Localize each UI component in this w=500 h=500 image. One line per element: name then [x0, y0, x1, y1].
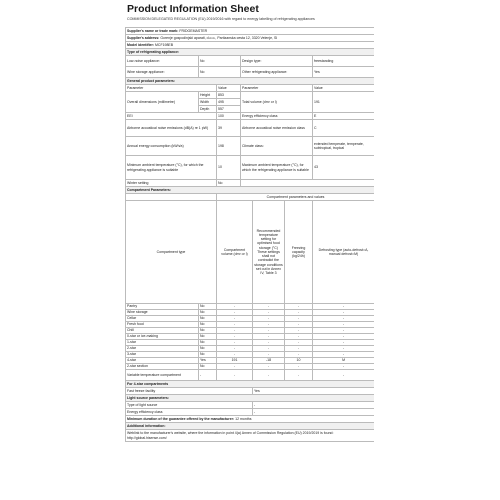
height-value: 853 — [217, 92, 241, 99]
compartment-present: No — [199, 304, 217, 310]
compartment-volume: - — [217, 310, 253, 316]
supplier-address-row: Supplier's address: Gorenje gospodinjski aparati, d.o.o., Partizanska cesta 12, 3320 Velenje, SI — [126, 35, 375, 42]
compartment-defrost: - — [313, 364, 375, 370]
compartment-defrost: - — [313, 370, 375, 381]
compartment-defrost: - — [313, 334, 375, 340]
general-header-value-2: Value — [313, 85, 375, 92]
compartment-temp: - — [253, 370, 285, 381]
compartment-present: Yes — [199, 358, 217, 364]
compartment-present: No — [199, 352, 217, 358]
other-refrigerating-label: Other refrigerating appliance: — [241, 67, 313, 78]
compartment-temp: -18 — [253, 358, 285, 364]
general-header-value: Value — [217, 85, 241, 92]
model-identifier-row: Model identifier: MCF198EB — [126, 42, 375, 49]
compartment-volume: - — [217, 346, 253, 352]
wine-storage-value: No — [199, 67, 241, 78]
low-noise-label: Low-noise appliance: — [126, 56, 199, 67]
depth-value: 557 — [217, 106, 241, 113]
compartment-defrost: M — [313, 358, 375, 364]
design-type-value: freestanding — [313, 56, 375, 67]
compartment-volume: - — [217, 370, 253, 381]
compartment-freezing: - — [285, 352, 313, 358]
recommended-temp-header: Recommended temperature setting for optimised food storage (°C) These settings shall not contradict the storage conditions set out in Annex IV, Table 3 — [253, 201, 285, 304]
compartment-name: Variable temperature compartment — [126, 370, 199, 381]
compartment-temp: - — [253, 322, 285, 328]
compartment-volume: - — [217, 334, 253, 340]
climate-class-value: extended temperate, temperate, subtropical, tropical — [313, 137, 375, 156]
airborne-class-label: Airborne acoustical noise emission class — [241, 120, 313, 137]
compartment-defrost: - — [313, 328, 375, 334]
compartment-name: Chill — [126, 328, 199, 334]
freezing-capacity-header: Freezing capacity (kg/24h) — [285, 201, 313, 304]
page-title: Product Information Sheet — [127, 3, 259, 15]
compartment-present: No — [199, 328, 217, 334]
compartment-volume: - — [217, 322, 253, 328]
compartment-volume: - — [217, 340, 253, 346]
product-information-sheet — [125, 0, 374, 500]
compartment-name: Fresh food — [126, 322, 199, 328]
compartment-name: 0-star or ice-making — [126, 334, 199, 340]
compartment-freezing: 10 — [285, 358, 313, 364]
additional-info-text: Weblink to the manufacturer's website, where the information in point 4(a) Annex of Commission Regulation (EU) 2019/2019 is found: http://global.hisense.com/ — [126, 430, 375, 442]
fast-freeze-value: Yes — [253, 388, 375, 395]
width-value: 495 — [217, 99, 241, 106]
compartment-name: 4-star — [126, 358, 199, 364]
other-refrigerating-value: Yes — [313, 67, 375, 78]
width-label: Width — [199, 99, 217, 106]
compartment-temp: - — [253, 304, 285, 310]
compartment-freezing: - — [285, 328, 313, 334]
compartment-freezing: - — [285, 370, 313, 381]
winter-setting-label: Winter setting — [126, 180, 217, 187]
compartment-temp: - — [253, 364, 285, 370]
compartment-temp: - — [253, 352, 285, 358]
light-class-value: - — [253, 409, 375, 416]
compartment-volume: - — [217, 352, 253, 358]
wine-storage-label: Wine storage appliance: — [126, 67, 199, 78]
design-type-label: Design type: — [241, 56, 313, 67]
annual-energy-value: 198 — [217, 137, 241, 156]
compartment-present: No — [199, 310, 217, 316]
compartment-present: No — [199, 346, 217, 352]
low-noise-value: No — [199, 56, 241, 67]
compartment-rows — [126, 304, 375, 381]
compartment-type-header: Compartment type — [126, 201, 217, 304]
compartment-freezing: - — [285, 310, 313, 316]
four-star-section-header: For 4-star compartments — [126, 381, 375, 388]
compartment-name: 2-star section — [126, 364, 199, 370]
compartment-volume: - — [217, 364, 253, 370]
compartment-name: 1-star — [126, 340, 199, 346]
compartment-group-header: Compartment parameters and values — [217, 194, 375, 201]
compartment-freezing: - — [285, 304, 313, 310]
eei-value: 100 — [217, 113, 241, 120]
airborne-noise-value: 39 — [217, 120, 241, 137]
compartment-defrost: - — [313, 316, 375, 322]
annual-energy-label: Annual energy consumption (kWh/a) — [126, 137, 217, 156]
total-volume-label: Total volume (dm³ or l) — [241, 92, 313, 113]
max-ambient-temp-label: Maximum ambient temperature (°C), for which the refrigerating appliance is suitable — [241, 156, 313, 180]
compartment-present: No — [199, 340, 217, 346]
light-section-header: Light source parameters: — [126, 395, 375, 402]
supplier-name-row: Supplier's name or trade mark: FRIDGEMASTER — [126, 28, 375, 35]
winter-setting-value: No — [217, 180, 241, 187]
compartment-defrost: - — [313, 310, 375, 316]
airborne-class-value: C — [313, 120, 375, 137]
compartment-row — [126, 370, 375, 381]
compartment-defrost: - — [313, 346, 375, 352]
general-header-parameter: Parameter — [126, 85, 217, 92]
compartment-freezing: - — [285, 334, 313, 340]
compartment-temp: - — [253, 316, 285, 322]
max-ambient-temp-value: 43 — [313, 156, 375, 180]
regulation-text: COMMISSION DELEGATED REGULATION (EU) 2019/2016 with regard to energy labelling of refrigerating appliances — [127, 17, 315, 21]
compartment-volume: - — [217, 328, 253, 334]
compartment-freezing: - — [285, 340, 313, 346]
min-ambient-temp-value: 10 — [217, 156, 241, 180]
general-section-header: General product parameters: — [126, 78, 375, 85]
compartment-volume: - — [217, 304, 253, 310]
compartment-freezing: - — [285, 322, 313, 328]
compartment-freezing: - — [285, 346, 313, 352]
additional-section-header: Additional information: — [126, 423, 375, 430]
total-volume-value: 191 — [313, 92, 375, 113]
compartment-temp: - — [253, 310, 285, 316]
compartment-volume-header: Compartment volume (dm³ or l) — [217, 201, 253, 304]
compartment-defrost: - — [313, 304, 375, 310]
compartment-defrost: - — [313, 340, 375, 346]
light-class-label: Energy efficiency class — [126, 409, 253, 416]
compartment-name: Pantry — [126, 304, 199, 310]
climate-class-label: Climate class: — [241, 137, 313, 156]
general-header-parameter-2: Parameter — [241, 85, 313, 92]
compartment-freezing: - — [285, 316, 313, 322]
info-table — [125, 27, 374, 442]
fast-freeze-label: Fast freeze facility — [126, 388, 253, 395]
type-section-header: Type of refrigerating appliance: — [126, 49, 375, 56]
compartment-temp: - — [253, 334, 285, 340]
compartment-present: - — [199, 370, 217, 381]
compartment-volume: - — [217, 316, 253, 322]
compartment-name: Cellar — [126, 316, 199, 322]
compartment-defrost: - — [313, 322, 375, 328]
compartment-present: No — [199, 364, 217, 370]
compartment-present: No — [199, 334, 217, 340]
compartment-section-header: Compartment Parameters: — [126, 187, 375, 194]
compartment-name: 3-star — [126, 352, 199, 358]
compartment-temp: - — [253, 346, 285, 352]
height-label: Height — [199, 92, 217, 99]
energy-class-label: Energy efficiency class — [241, 113, 313, 120]
depth-label: Depth — [199, 106, 217, 113]
light-type-label: Type of light source — [126, 402, 253, 409]
overall-dimensions-label: Overall dimensions (millimetre) — [126, 92, 199, 113]
compartment-volume: 191 — [217, 358, 253, 364]
light-type-value: - — [253, 402, 375, 409]
min-ambient-temp-label: Minimum ambient temperature (°C), for which the refrigerating appliance is suitable — [126, 156, 217, 180]
compartment-present: No — [199, 322, 217, 328]
guarantee-row: Minimum duration of the guarantee offered by the manufacturer: 12 months — [126, 416, 375, 423]
compartment-name: Wine storage — [126, 310, 199, 316]
airborne-noise-label: Airborne acoustical noise emissions (dB(A) re 1 pW) — [126, 120, 217, 137]
compartment-name: 2-star — [126, 346, 199, 352]
defrosting-type-header: Defrosting type (auto-defrost=A, manual defrost=M) — [313, 201, 375, 304]
compartment-temp: - — [253, 328, 285, 334]
compartment-temp: - — [253, 340, 285, 346]
energy-class-value: E — [313, 113, 375, 120]
eei-label: EEI — [126, 113, 217, 120]
compartment-freezing: - — [285, 364, 313, 370]
compartment-present: No — [199, 316, 217, 322]
compartment-defrost: - — [313, 352, 375, 358]
